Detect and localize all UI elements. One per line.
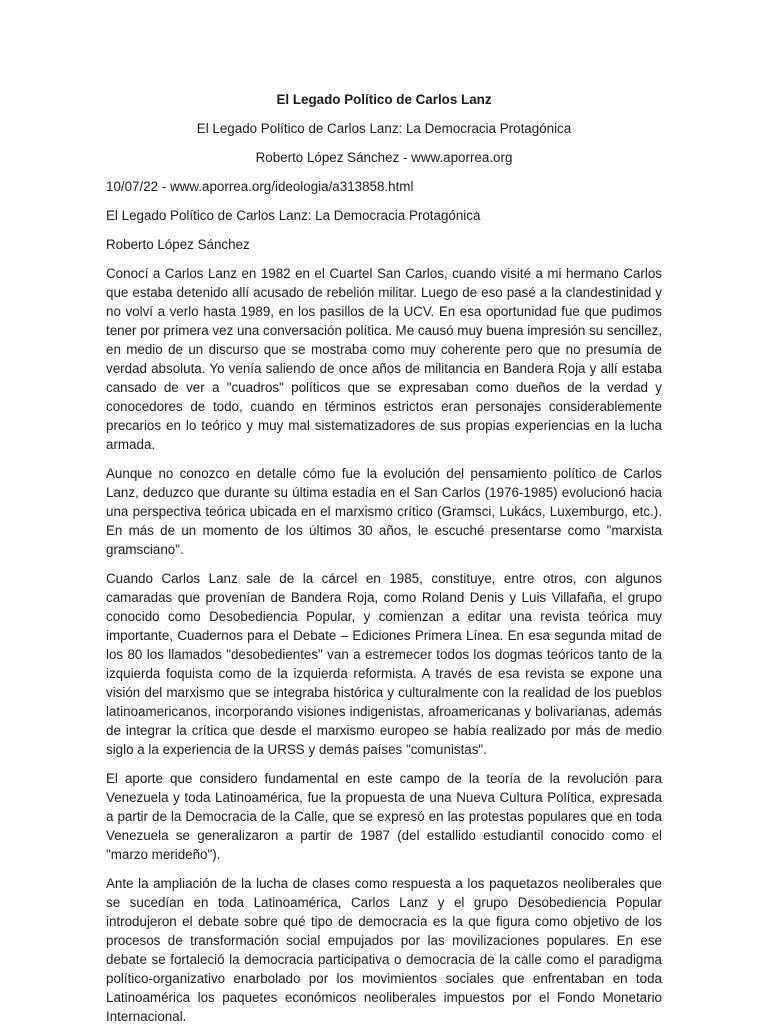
document-subtitle: El Legado Político de Carlos Lanz: La Democracia Protagónica — [196, 121, 572, 136]
paragraph: Cuando Carlos Lanz sale de la cárcel en 1985, constituye, entre otros, con algunos camaradas que provenían de Bandera Roja, como Roland Denis y Luis Villafaña, el grupo conocido como Desobediencia Popular, y comienzan a editar una revista teórica muy importante, Cuadernos para el Debate – Ediciones Primera Línea. En esa segunda mitad de los 80 los llamados "desobedientes" van a estremecer todos los dogmas teóricos tanto de la izquierda foquista como de la izquierda reformista. A través de esa revista se expone una visión del marxismo que se integraba histórica y culturalmente con la realidad de los pueblos latinoamericanos, incorporando visiones indigenistas, afroamericanas y bolivarianas, además de integrar la crítica que desde el marxismo europeo se había realizado por más de medio siglo a la experiencia de la URSS y demás países "comunistas". — [106, 571, 662, 757]
paragraph: El aporte que considero fundamental en este campo de la teoría de la revolución para Venezuela y toda Latinoamérica, fue la propuesta de una Nueva Cultura Política, expresada a partir de la Democracia de la Calle, que se expresó en las protestas populares que en toda Venezuela se generalizaron a partir de 1987 (del estallido estudiantil conocido como el "marzo merideño"). — [106, 771, 662, 862]
paragraph: Aunque no conozco en detalle cómo fue la evolución del pensamiento político de Carlos Lanz, deduzco que durante su última estadía en el San Carlos (1976-1985) evolucionó hacia una perspectiva teórica ubicada en el marxismo crítico (Gramsci, Lukács, Luxemburgo, etc.). En más de un momento de los últimos 30 años, le escuché presentarse como "marxista gramsciano". — [106, 466, 662, 557]
paragraph: Ante la ampliación de la lucha de clases como respuesta a los paquetazos neoliberales que se sucedían en toda Latinoamérica, Carlos Lanz y el grupo Desobediencia Popular introdujeron el debate sobre qué tipo de democracia es la que figura como objetivo de los procesos de transformación social empujados por las movilizaciones populares. En ese debate se fortaleció la democracia participativa o democracia de la calle como el paradigma político-organizativo enarbolado por los movimientos sociales que enfrentaban en toda Latinoamérica los paquetes económicos neoliberales impuestos por el Fondo Monetario Internacional. — [106, 876, 662, 1024]
date-url-line: 10/07/22 - www.aporrea.org/ideologia/a313858.html — [106, 179, 414, 194]
document-byline: Roberto López Sánchez - www.aporrea.org — [255, 150, 513, 165]
author-line: Roberto López Sánchez — [106, 237, 250, 252]
document-content — [106, 90, 662, 1036]
repeat-title-line: El Legado Político de Carlos Lanz: La Democracia Protagónica — [106, 208, 481, 223]
paragraph: Conocí a Carlos Lanz en 1982 en el Cuartel San Carlos, cuando visité a mi hermano Carlos que estaba detenido allí acusado de rebelión militar. Luego de eso pasé a la clandestinidad y no volví a verlo hasta 1989, en los pasillos de la UCV. En esa oportunidad fue que pudimos tener por primera vez una conversación política. Me causó muy buena impresión su sencillez, en medio de un discurso que se mostraba como muy coherente pero que no presumía de verdad absoluta. Yo venía saliendo de once años de militancia en Bandera Roja y allí estaba cansado de ver a "cuadros" políticos que se expresaban como dueños de la verdad y conocedores de todo, cuando en términos estrictos eran personajes considerablemente precarios en lo teórico y muy mal sistematizadores de sus propias experiencias en la lucha armada. — [106, 266, 662, 452]
document-title: El Legado Político de Carlos Lanz — [276, 92, 492, 107]
